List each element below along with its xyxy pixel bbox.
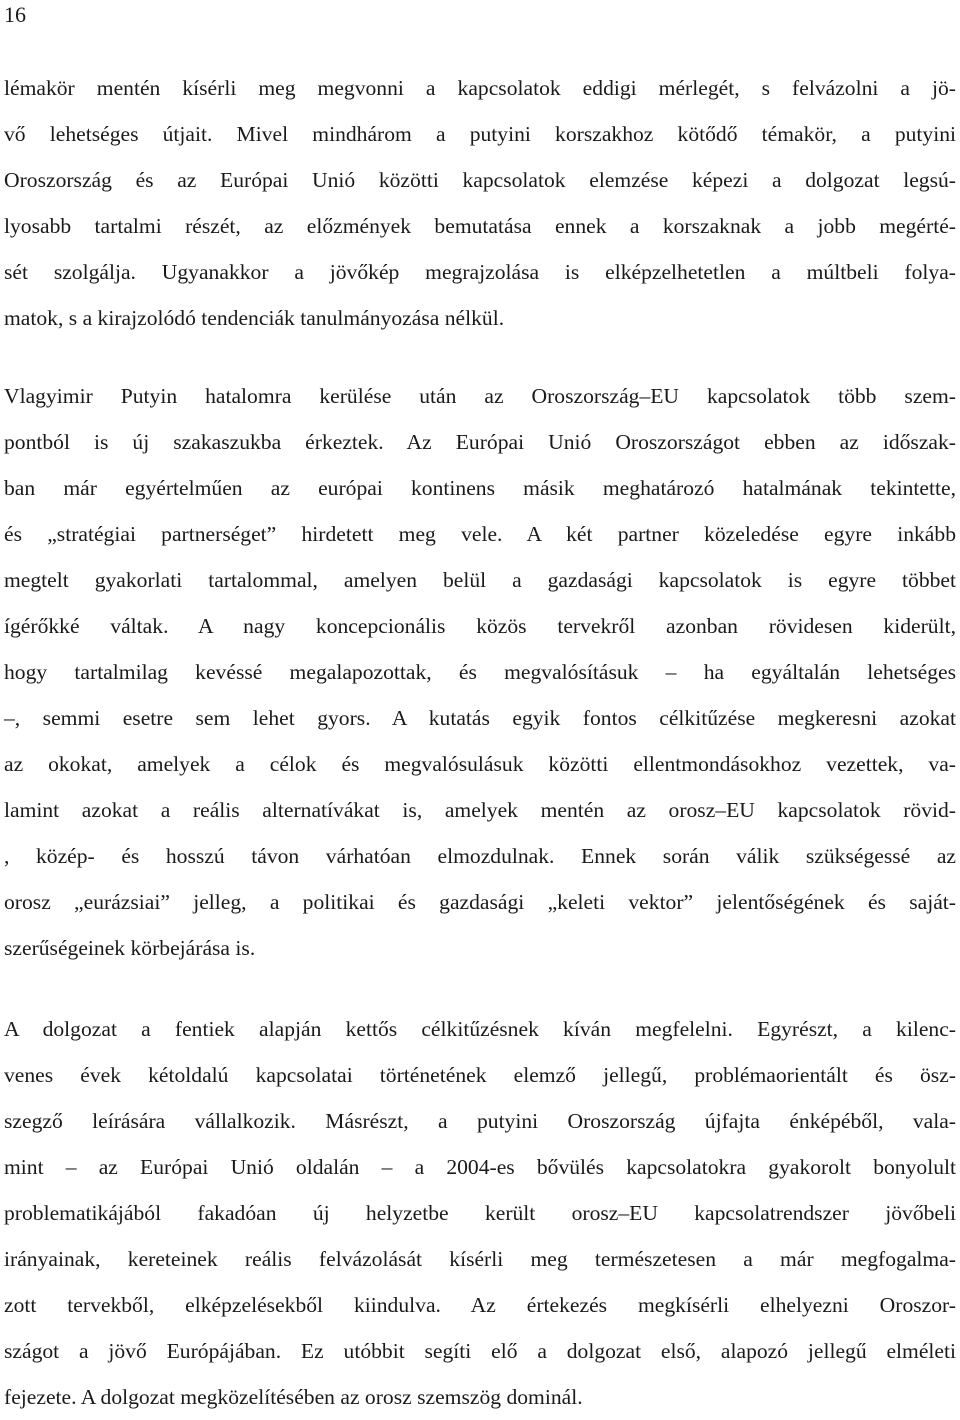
- text-line: zott tervekből, elképzelésekből kiindulva. Az értekezés megkísérli elhelyezni Oroszor-: [4, 1293, 956, 1317]
- paragraph-2: [4, 373, 956, 971]
- text-line: szágot a jövő Európájában. Ez utóbbit segíti elő a dolgozat első, alapozó jellegű elméleti: [4, 1339, 956, 1363]
- paragraph-1: [4, 65, 956, 341]
- text-line: orosz „eurázsiai” jelleg, a politikai és gazdasági „keleti vektor” jelentőségének és saját-: [4, 890, 956, 914]
- text-line: venes évek kétoldalú kapcsolatai történetének elemző jellegű, problémaorientált és ösz-: [4, 1063, 956, 1087]
- text-line: és „stratégiai partnerséget” hirdetett meg vele. A két partner közeledése egyre inkább: [4, 522, 956, 546]
- text-line: lémakör mentén kísérli meg megvonni a kapcsolatok eddigi mérlegét, s felvázolni a jö-: [4, 76, 956, 100]
- text-line: sét szolgálja. Ugyanakkor a jövőkép megrajzolása is elképzelhetetlen a múltbeli folya-: [4, 260, 956, 284]
- text-line: ban már egyértelműen az európai kontinens másik meghatározó hatalmának tekintette,: [4, 476, 956, 500]
- text-line: –, semmi esetre sem lehet gyors. A kutatás egyik fontos célkitűzése megkeresni azokat: [4, 706, 956, 730]
- text-line: szerűségeinek körbejárása is.: [4, 936, 256, 960]
- text-line: megtelt gyakorlati tartalommal, amelyen belül a gazdasági kapcsolatok is egyre többet: [4, 568, 956, 592]
- paragraph-3: [4, 1006, 956, 1420]
- text-line: hogy tartalmilag kevéssé megalapozottak, és megvalósításuk – ha egyáltalán lehetséges: [4, 660, 956, 684]
- text-line: A dolgozat a fentiek alapján kettős célkitűzésnek kíván megfelelni. Egyrészt, a kilenc-: [4, 1017, 956, 1041]
- text-line: vő lehetséges útjait. Mivel mindhárom a putyini korszakhoz kötődő témakör, a putyini: [4, 122, 956, 146]
- text-line: lamint azokat a reális alternatívákat is, amelyek mentén az orosz–EU kapcsolatok rövid-: [4, 798, 956, 822]
- text-line: lyosabb tartalmi részét, az előzmények bemutatása ennek a korszaknak a jobb megérté-: [4, 214, 956, 238]
- text-line: szegző leírására vállalkozik. Másrészt, a putyini Oroszország újfajta énképéből, vala-: [4, 1109, 956, 1133]
- text-line: irányainak, kereteinek reális felvázolását kísérli meg természetesen a már megfogalma-: [4, 1247, 956, 1271]
- page-number: 16: [4, 2, 26, 27]
- text-line: pontból is új szakaszukba érkeztek. Az Európai Unió Oroszországot ebben az időszak-: [4, 430, 956, 454]
- text-line: Oroszország és az Európai Unió közötti kapcsolatok elemzése képezi a dolgozat legsú-: [4, 168, 956, 192]
- text-line: az okokat, amelyek a célok és megvalósulásuk közötti ellentmondásokhoz vezettek, va-: [4, 752, 956, 776]
- text-line: ígérőkké váltak. A nagy koncepcionális közös tervekről azonban rövidesen kiderült,: [4, 614, 956, 638]
- text-line: matok, s a kirajzolódó tendenciák tanulmányozása nélkül.: [4, 306, 505, 330]
- text-line: mint – az Európai Unió oldalán – a 2004-es bővülés kapcsolatokra gyakorolt bonyolult: [4, 1155, 956, 1179]
- text-line: fejezete. A dolgozat megközelítésében az orosz szemszög dominál.: [4, 1385, 583, 1409]
- text-line: , közép- és hosszú távon várhatóan elmozdulnak. Ennek során válik szükségessé az: [4, 844, 956, 868]
- text-line: Vlagyimir Putyin hatalomra kerülése után az Oroszország–EU kapcsolatok több szem-: [4, 384, 956, 408]
- text-line: problematikájából fakadóan új helyzetbe került orosz–EU kapcsolatrendszer jövőbeli: [4, 1201, 956, 1225]
